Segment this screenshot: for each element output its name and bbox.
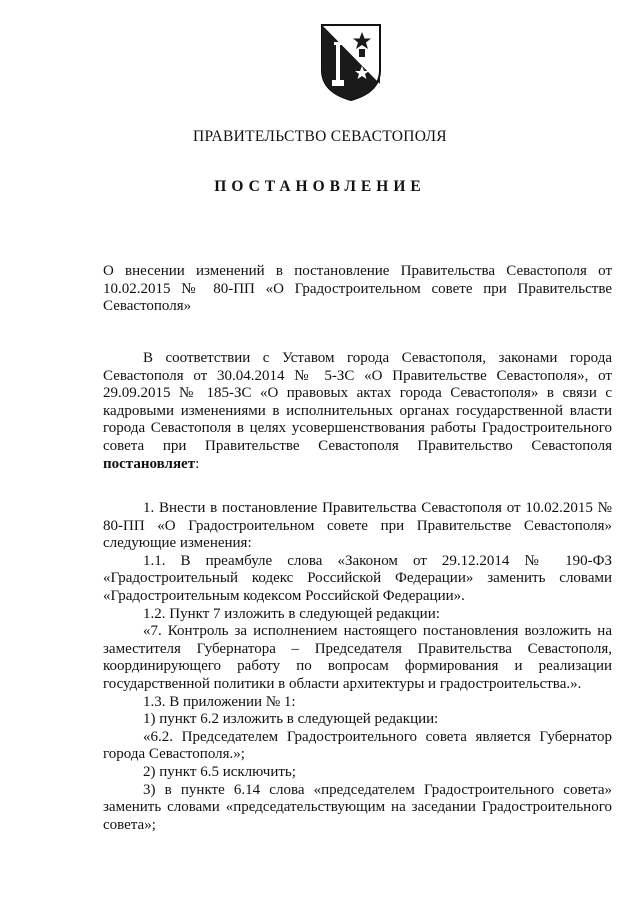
preamble bbox=[103, 350, 612, 473]
decree-word: постановляет bbox=[103, 455, 196, 472]
item-1: 1. Внести в постановление Правительства Севастополя от 10.02.2015 № 80-ПП «О Градостроительном совете при Правительстве Севастополя» следующие изменения: bbox=[103, 500, 612, 552]
item-6-2-text: «6.2. Председателем Градостроительного совета является Губернатор города Севастополя.»; bbox=[103, 728, 612, 763]
document-subject bbox=[103, 263, 612, 316]
government-title: ПРАВИТЕЛЬСТВО СЕВАСТОПОЛЯ bbox=[193, 128, 447, 145]
sevastopol-coat-of-arms-icon bbox=[318, 22, 384, 102]
subitem-1: 1) пункт 6.2 изложить в следующей редакции: bbox=[143, 711, 439, 728]
subitem-2: 2) пункт 6.5 исключить; bbox=[143, 763, 296, 780]
preamble-colon: : bbox=[195, 455, 200, 472]
subject-text: О внесении изменений в постановление Правительства Севастополя от 10.02.2015 № 80-ПП «О Градостроительном совете при Правительстве Севастополя» bbox=[103, 263, 612, 315]
item-1-1: 1.1. В преамбуле слова «Законом от 29.12.2014 № 190-ФЗ «Градостроительный кодекс Российской Федерации» заменить словами «Градостроительным кодексом Российской Федерации». bbox=[103, 552, 612, 604]
item-1-2: 1.2. Пункт 7 изложить в следующей редакции: bbox=[143, 605, 440, 622]
subitem-3: 3) в пункте 6.14 слова «председателем Градостроительного совета» заменить словами «председательствующим на заседании Градостроительного совета»; bbox=[103, 781, 612, 833]
item-1-3: 1.3. В приложении № 1: bbox=[143, 693, 296, 710]
decree-items bbox=[103, 500, 612, 834]
preamble-text: В соответствии с Уставом города Севастополя, законами города Севастополя от 30.04.2014 № 5-ЗС «О Правительстве Севастополя», от 29.09.2015 № 185-ЗС «О правовых актах города Севастополя» в связи с кадровыми изменениями в исполнительных органах государственной власти города Севастополя в целях усовершенствования работы Градостроительного совета при Правительстве Севастополя Правительство Севастополя bbox=[103, 350, 612, 454]
preamble-paragraph bbox=[103, 350, 612, 473]
item-7-text: «7. Контроль за исполнением настоящего постановления возложить на заместителя Губернатора – Председателя Правительства Севастополя, координирующего работу по вопросам формирования и реализации государственной политики в области архитектуры и градостроительства.». bbox=[103, 623, 612, 692]
document-type-title: ПОСТАНОВЛЕНИЕ bbox=[214, 178, 426, 195]
